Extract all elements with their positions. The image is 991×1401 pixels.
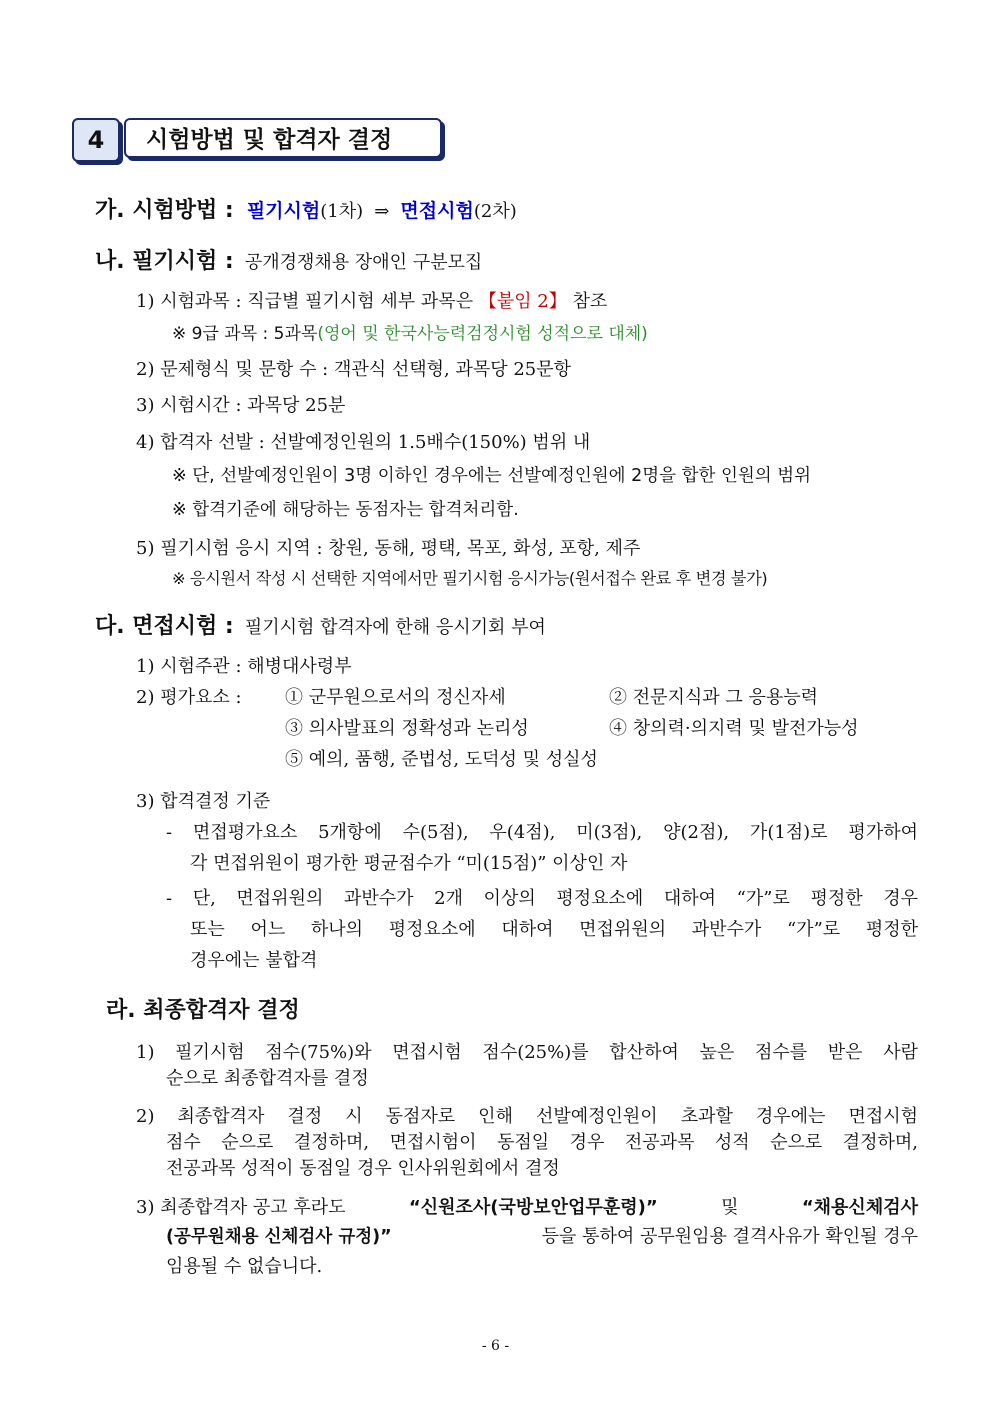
na-note4b: ※ 합격기준에 해당하는 동점자는 합격처리함. (172, 500, 519, 520)
ra-i3-line3: 임용될 수 없습니다. (166, 1256, 323, 1277)
na-note5: ※ 응시원서 작성 시 선택한 지역에서만 필기시험 응시가능(원서접수 완료 후 변경 불가) (172, 569, 768, 588)
da-crit1-line1: - 면접평가요소 5개항에 수(5점), 우(4점), 미(3점), 양(2점), 가(1점)로 평가하여 (166, 822, 918, 843)
section-number-badge: 4 (72, 118, 120, 162)
da-crit2-line1: - 단, 면접위원의 과반수가 2개 이상의 평정요소에 대하여 “가”로 평정한 경우 (166, 888, 918, 909)
ga-written-order: (1차) (320, 201, 364, 222)
da-crit2-line2: 또는 어느 하나의 평정요소에 대하여 면접위원의 과반수가 “가”로 평정한 (190, 919, 918, 940)
da-element-2: ② 전문지식과 그 응용능력 (609, 687, 819, 708)
ra-i3-line2-rest: 등을 통하여 공무원임용 결격사유가 확인될 경우 (541, 1226, 918, 1247)
da-line (95, 609, 546, 640)
da-item2-label: 2) 평가요소 : (136, 687, 242, 708)
na-item1-pre: 1) 시험과목 : 직급별 필기시험 세부 과목은 (136, 291, 474, 312)
da-item3: 3) 합격결정 기준 (136, 791, 271, 812)
ga-heading: 가. 시험방법 : (95, 198, 234, 223)
ra-i2-line3: 전공과목 성적이 동점일 경우 인사위원회에서 결정 (166, 1158, 560, 1179)
na-heading: 나. 필기시험 : (95, 249, 234, 274)
da-item1: 1) 시험주관 : 해병대사령부 (136, 656, 352, 677)
ra-i3-mid: 및 (721, 1197, 739, 1218)
da-element-3: ③ 의사발표의 정확성과 논리성 (285, 718, 529, 739)
ra-i2-line2: 점수 순으로 결정하며, 면접시험이 동점일 경우 전공과목 성적 순으로 결정하며, (166, 1132, 918, 1153)
ga-line (95, 193, 517, 224)
ga-written: 필기시험 (246, 200, 321, 222)
da-crit1-line2: 각 면접위원이 평가한 평균점수가 “미(15점)” 이상인 자 (190, 853, 628, 874)
da-element-4: ④ 창의력·의지력 및 발전가능성 (609, 718, 859, 739)
na-item1-ref: 【붙임 2】 (478, 291, 567, 312)
na-item1 (136, 287, 607, 313)
da-heading: 다. 면접시험 : (95, 614, 234, 639)
da-desc: 필기시험 합격자에 한해 응시기회 부여 (244, 617, 546, 638)
na-item5: 5) 필기시험 응시 지역 : 창원, 동해, 평택, 목포, 화성, 포항, 제주 (136, 538, 641, 559)
na-note1 (172, 319, 648, 344)
ra-i3-bold2: “채용신체검사 (801, 1197, 918, 1218)
ga-interview-order: (2차) (473, 201, 517, 222)
ga-arrow: ⇒ (374, 201, 390, 222)
page-number: - 6 - (481, 1338, 510, 1354)
na-item1-post: 참조 (572, 291, 608, 312)
na-line (95, 244, 482, 275)
ra-i1-line1: 1) 필기시험 점수(75%)와 면접시험 점수(25%)를 합산하여 높은 점수를 받은 사람 (136, 1042, 918, 1063)
na-desc: 공개경쟁채용 장애인 구분모집 (244, 252, 483, 273)
ra-i3-line1 (136, 1193, 918, 1219)
da-element-1: ① 군무원으로서의 정신자세 (285, 687, 506, 708)
na-note1-pre: ※ 9급 과목 : 5과목 (172, 324, 318, 344)
ra-i3-line2 (166, 1222, 918, 1248)
na-item3: 3) 시험시간 : 과목당 25분 (136, 395, 346, 416)
ra-i2-line1: 2) 최종합격자 결정 시 동점자로 인해 선발예정인원이 초과할 경우에는 면접시험 (136, 1106, 918, 1127)
da-crit2-line3: 경우에는 불합격 (190, 950, 318, 971)
ra-i1-line2: 순으로 최종합격자를 결정 (166, 1068, 369, 1089)
na-item2: 2) 문제형식 및 문항 수 : 객관식 선택형, 과목당 25문항 (136, 359, 572, 380)
ra-i3-line2-bold: (공무원채용 신체검사 규정)” (166, 1227, 392, 1247)
ga-interview: 면접시험 (400, 200, 474, 222)
na-item4: 4) 합격자 선발 : 선발예정인원의 1.5배수(150%) 범위 내 (136, 432, 591, 453)
na-note4a: ※ 단, 선발예정인원이 3명 이하인 경우에는 선발예정인원에 2명을 합한 인원의 범위 (172, 466, 812, 486)
ra-i3-bold1: “신원조사(국방보안업무훈령)” (408, 1197, 658, 1218)
ra-heading: 라. 최종합격자 결정 (106, 998, 300, 1023)
na-note1-green: (영어 및 한국사능력검정시험 성적으로 대체) (317, 324, 648, 344)
da-element-5: ⑤ 예의, 품행, 준법성, 도덕성 및 성실성 (285, 749, 598, 770)
section-title: 시험방법 및 합격자 결정 (124, 118, 442, 158)
ra-i3-pre: 3) 최종합격자 공고 후라도 (136, 1197, 346, 1218)
